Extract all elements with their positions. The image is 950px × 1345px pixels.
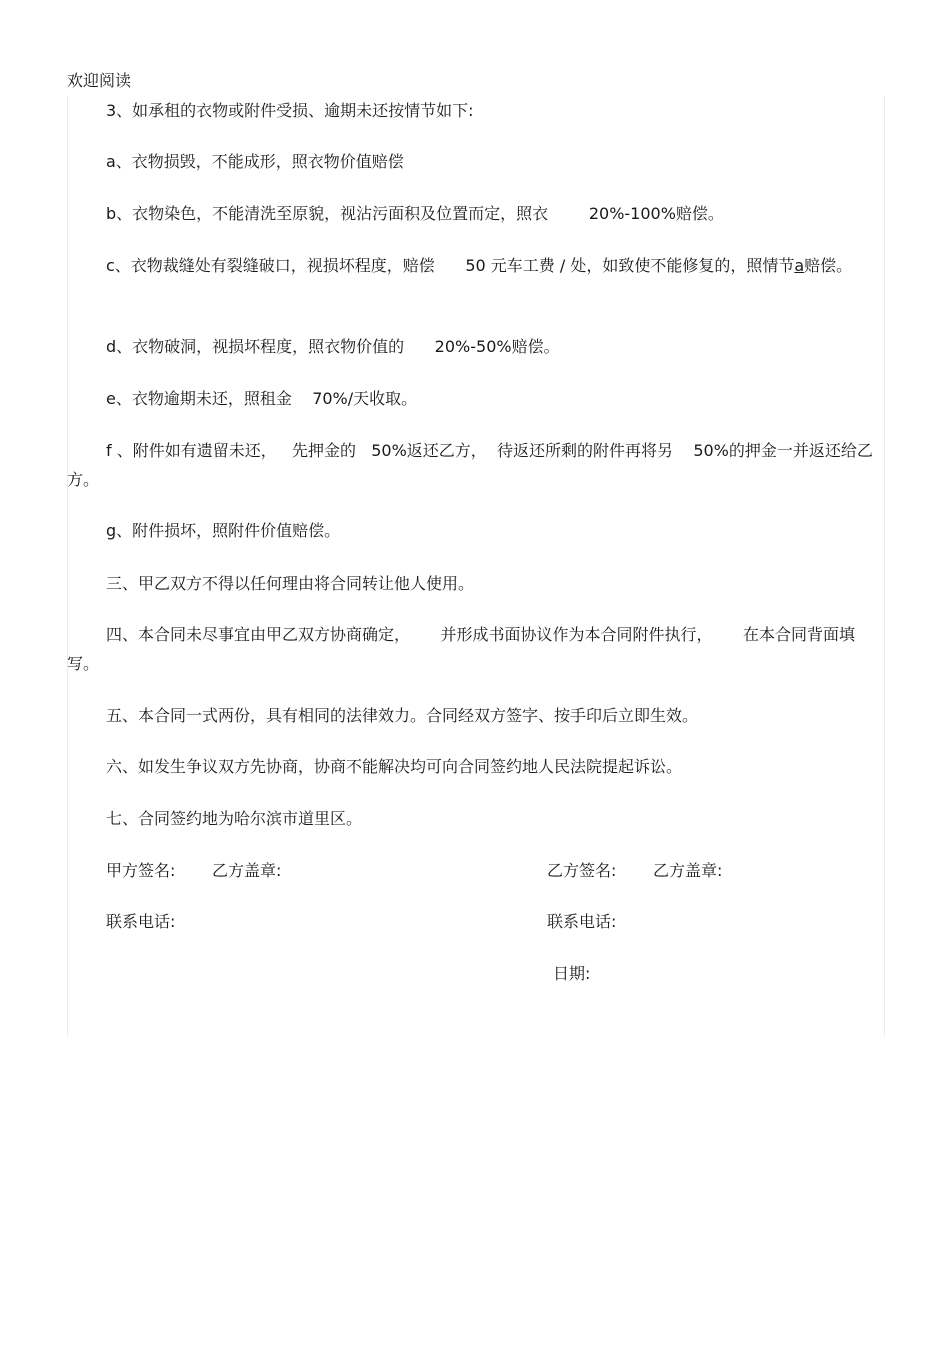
clause-3c-tail: 赔偿。 xyxy=(804,256,853,275)
clause-3b: b、衣物染色，不能清洗至原貌，视沾污面积及位置而定，照衣 20%-100%赔偿。 xyxy=(106,204,724,223)
party-a-signature-label: 甲方签名: xyxy=(106,861,176,880)
clause-3e: e、衣物逾期未还，照租金 70%/天收取。 xyxy=(106,389,418,408)
content-frame xyxy=(67,96,885,1036)
section-seven: 七、合同签约地为哈尔滨市道里区。 xyxy=(106,809,363,828)
party-b-seal-label-right: 乙方盖章: xyxy=(653,861,723,880)
clause-3c xyxy=(67,251,877,280)
phone-label-left: 联系电话: xyxy=(106,912,176,931)
clause-3g: g、附件损坏，照附件价值赔偿。 xyxy=(106,521,341,540)
clause-3c-text: c、衣物裁缝处有裂缝破口，视损坏程度，赔偿 50 元车工费 / 处，如致使不能修复的，照情节 xyxy=(106,256,795,275)
date-label: 日期: xyxy=(553,964,591,983)
section-six: 六、如发生争议双方先协商，协商不能解决均可向合同签约地人民法院提起诉讼。 xyxy=(106,757,683,776)
page-header: 欢迎阅读 xyxy=(67,71,132,90)
party-b-signature-label: 乙方签名: xyxy=(547,861,617,880)
party-b-seal-label-left: 乙方盖章: xyxy=(212,861,282,880)
clause-3-heading: 3、如承租的衣物或附件受损、逾期未还按情节如下: xyxy=(106,101,474,120)
section-four: 四、本合同未尽事宜由甲乙双方协商确定， 并形成书面协议作为本合同附件执行， 在本合同背面填写。 xyxy=(67,625,856,673)
phone-label-right: 联系电话: xyxy=(547,912,617,931)
clause-3a: a、衣物损毁，不能成形，照衣物价值赔偿 xyxy=(106,152,404,171)
section-three: 三、甲乙双方不得以任何理由将合同转让他人使用。 xyxy=(106,574,475,593)
section-five: 五、本合同一式两份，具有相同的法律效力。合同经双方签字、按手印后立即生效。 xyxy=(106,706,699,725)
clause-3f: f 、附件如有遗留未还， 先押金的 50%返还乙方， 待返还所剩的附件再将另 50%的押金一并返还给乙方。 xyxy=(67,441,873,489)
clause-3c-reference: a xyxy=(794,256,805,275)
clause-3d: d、衣物破洞，视损坏程度，照衣物价值的 20%-50%赔偿。 xyxy=(106,337,560,356)
